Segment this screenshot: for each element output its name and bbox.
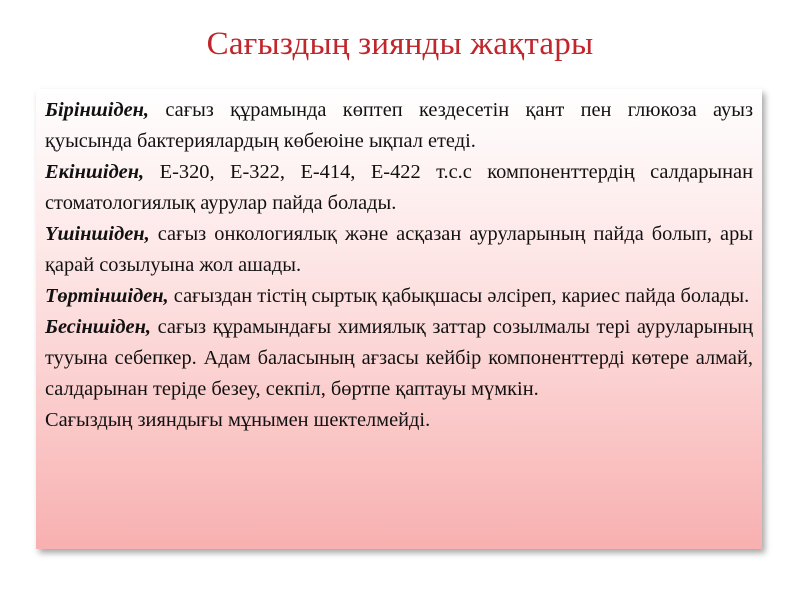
paragraph-lead: Біріншіден, [45, 99, 150, 121]
paragraph-text: сағыз құрамында көптеп кездесетін қант пен глюкоза ауыз қуысында бактериялардың көбеюіне ықпал етеді. [45, 99, 753, 152]
paragraph-fourth [45, 281, 753, 312]
paragraph-lead: Екіншіден, [45, 161, 145, 183]
paragraph-third [45, 219, 753, 281]
paragraph-lead: Бесіншіден, [45, 316, 152, 338]
paragraph-text: сағыз құрамындағы химиялық заттар созылмалы тері ауруларының тууына себепкер. Адам баласының ағзасы кейбір компоненттерді көтере алмай, салдарынан теріде безеу, секпіл, бөртпе қаптауы мүмкін. [45, 316, 753, 400]
paragraph-lead: Төртіншіден, [45, 285, 169, 307]
paragraph-lead: Үшіншіден, [45, 223, 150, 245]
slide-title: Сағыздың зиянды жақтары [206, 26, 594, 62]
paragraph-fifth [45, 312, 753, 405]
paragraph-text: сағыздан тістің сыртық қабықшасы әлсіреп, кариес пайда болады. [168, 285, 750, 307]
closing-paragraph: Сағыздың зияндығы мұнымен шектелмейді. [45, 409, 431, 431]
paragraph-second [45, 157, 753, 219]
paragraph-text: Е-320, Е-322, Е-414, Е-422 т.с.с компоненттердің салдарынан стоматологиялық аурулар пайда болады. [45, 161, 753, 214]
paragraph-text: сағыз онкологиялық және асқазан ауруларының пайда болып, ары қарай созылуына жол ашады. [45, 223, 753, 276]
paragraph-first [45, 95, 753, 157]
content-box [36, 89, 762, 549]
